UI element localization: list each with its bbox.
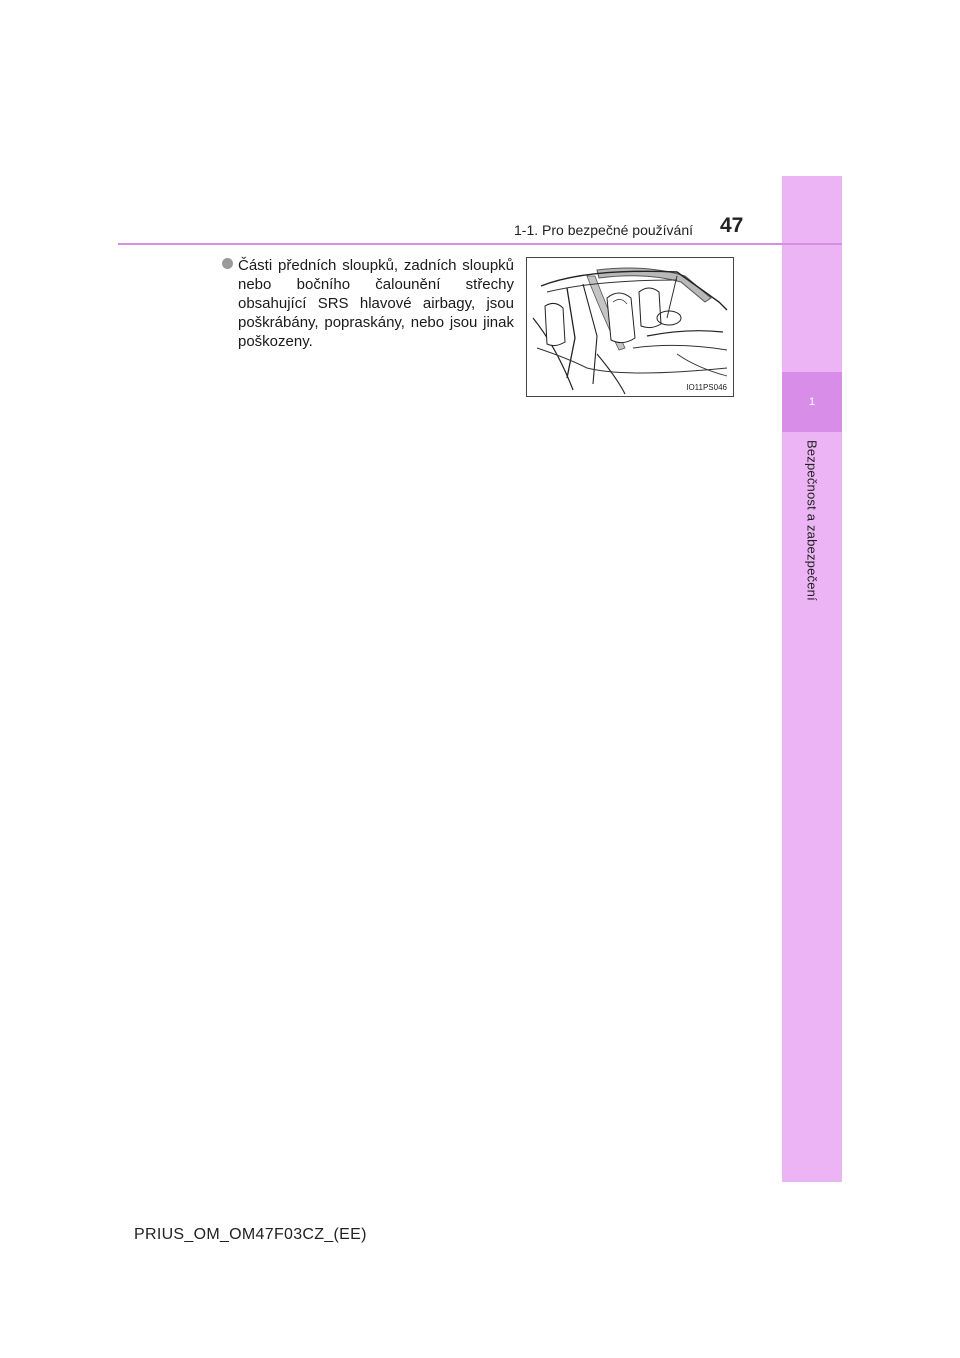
figure-code: IO11PS046 [686,383,727,392]
car-interior-drawing [527,258,733,396]
section-title: 1-1. Pro bezpečné používání [514,222,694,238]
page-number: 47 [720,214,744,237]
chapter-number-tab[interactable] [782,372,842,432]
chapter-title: Bezpečnost a zabezpečení [804,440,820,601]
car-interior-illustration [526,257,734,397]
bullet-text: Části předních sloupků, zadních sloupků nebo bočního čalounění střechy obsahující SRS hlavové airbagy, jsou poškrábány, popraskány, nebo jsou jinak poškozeny. [238,257,514,350]
bullet-item [222,256,514,351]
header-divider [118,243,842,245]
bullet-dot-icon [222,258,233,269]
chapter-side-tab [782,176,842,1182]
document-code: PRIUS_OM_OM47F03CZ_(EE) [134,1226,367,1243]
chapter-number: 1 [808,396,816,408]
